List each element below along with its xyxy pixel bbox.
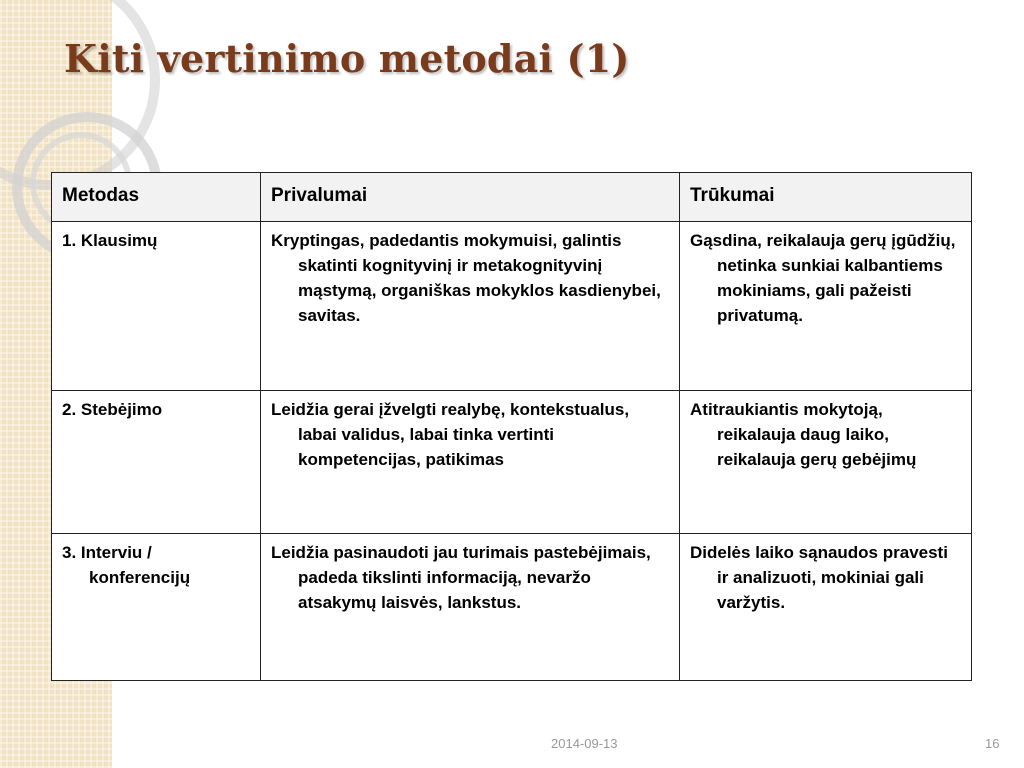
table-header-row	[52, 173, 972, 222]
page-number: 16	[985, 736, 1000, 751]
pros-cell: Leidžia pasinaudoti jau turimais pastebėjimais, padeda tikslinti informaciją, nevaržo atsakymų laisvės, lankstus.	[261, 534, 680, 681]
pros-cell: Leidžia gerai įžvelgti realybę, kontekstualus, labai validus, labai tinka vertinti kompetencijas, patikimas	[261, 391, 680, 534]
method-cell: 3. Interviu / konferencijų	[52, 534, 261, 681]
header-pros: Privalumai	[261, 173, 680, 222]
cons-cell: Gąsdina, reikalauja gerų įgūdžių, netinka sunkiai kalbantiems mokiniams, gali pažeisti privatumą.	[680, 222, 972, 391]
footer-date: 2014-09-13	[551, 736, 618, 751]
cons-cell: Atitraukiantis mokytoją, reikalauja daug laiko, reikalauja gerų gebėjimų	[680, 391, 972, 534]
method-cell: 1. Klausimų	[52, 222, 261, 391]
table-row	[52, 534, 972, 681]
method-cell: 2. Stebėjimo	[52, 391, 261, 534]
cons-cell: Didelės laiko sąnaudos pravesti ir analizuoti, mokiniai gali varžytis.	[680, 534, 972, 681]
header-cons: Trūkumai	[680, 173, 972, 222]
methods-table	[51, 172, 972, 681]
table-row	[52, 391, 972, 534]
slide-title: Kiti vertinimo metodai (1)	[64, 36, 630, 81]
table-row	[52, 222, 972, 391]
pros-cell: Kryptingas, padedantis mokymuisi, galintis skatinti kognityvinį ir metakognityvinį mąstymą, organiškas mokyklos kasdienybei, savitas.	[261, 222, 680, 391]
header-method: Metodas	[52, 173, 261, 222]
